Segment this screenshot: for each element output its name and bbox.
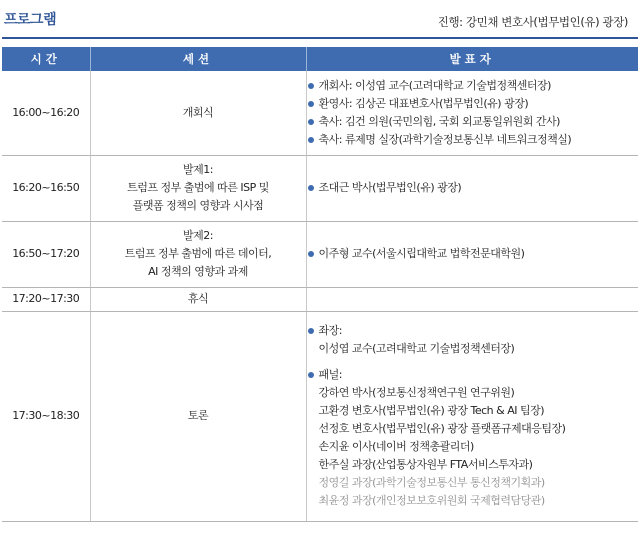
session-cell bbox=[90, 71, 306, 155]
speaker-item: 환영사: 김상곤 대표변호사(법무법인(유) 광장) bbox=[307, 95, 639, 113]
session-line: 트럼프 정부 출범에 따른 ISP 및 bbox=[127, 181, 269, 194]
time-cell: 16:50~17:20 bbox=[2, 221, 90, 287]
session-line: 발제2: bbox=[183, 229, 213, 242]
table-header-row bbox=[2, 47, 638, 71]
table-row bbox=[2, 155, 638, 221]
session-line: 휴식 bbox=[187, 292, 209, 305]
session-line: 플랫폼 정책의 영향과 시사점 bbox=[132, 199, 264, 212]
session-line: 발제1: bbox=[183, 163, 213, 176]
panelist: 한주실 과장(산업통상자원부 FTA서비스투자과) bbox=[318, 458, 533, 471]
time-cell: 16:20~16:50 bbox=[2, 155, 90, 221]
panel-group bbox=[307, 366, 639, 510]
schedule-table bbox=[2, 47, 638, 522]
column-header-time: 시간 bbox=[2, 47, 90, 71]
speaker-item: 축사: 류제명 실장(과학기술정보통신부 네트워크정책실) bbox=[307, 131, 639, 149]
session-line: 개회식 bbox=[182, 105, 214, 119]
session-cell bbox=[90, 155, 306, 221]
table-row bbox=[2, 287, 638, 311]
session-line: AI 정책의 영향과 과제 bbox=[148, 265, 248, 278]
panelist: 정영길 과장(과학기술정보통신부 통신정책기획과) bbox=[318, 476, 545, 489]
page-title: 프로그램 bbox=[4, 12, 57, 28]
host-info: 진행: 강민채 변호사(법무법인(유) 광장) bbox=[437, 15, 628, 29]
session-cell bbox=[90, 221, 306, 287]
chair-name: 이성엽 교수(고려대학교 기술법정책센터장) bbox=[318, 342, 515, 355]
panelist: 선정호 변호사(법무법인(유) 광장 플랫폼규제대응팀장) bbox=[318, 422, 566, 435]
time-cell: 17:20~17:30 bbox=[2, 287, 90, 311]
panelist: 최윤정 과장(개인정보보호위원회 국제협력담당관) bbox=[318, 494, 545, 507]
speaker-item: 축사: 김건 의원(국민의힘, 국회 외교통일위원회 간사) bbox=[307, 113, 639, 131]
chair-group bbox=[307, 322, 639, 358]
speakers-cell bbox=[306, 311, 638, 521]
session-cell bbox=[90, 311, 306, 521]
speakers-cell bbox=[306, 221, 638, 287]
panelist: 강하연 박사(정보통신정책연구원 연구위원) bbox=[318, 386, 515, 399]
speakers-cell bbox=[306, 287, 638, 311]
speakers-cell bbox=[306, 155, 638, 221]
discussion-list bbox=[307, 322, 639, 510]
column-header-speakers: 발표자 bbox=[306, 47, 638, 71]
table-row bbox=[2, 71, 638, 155]
speaker-list bbox=[307, 179, 639, 197]
time-cell: 16:00~16:20 bbox=[2, 71, 90, 155]
session-line: 트럼프 정부 출범에 따른 데이터, bbox=[124, 247, 272, 260]
panelist: 고환경 변호사(법무법인(유) 광장 Tech & AI 팀장) bbox=[318, 404, 545, 417]
table-row bbox=[2, 311, 638, 521]
panel-label: 패널: bbox=[318, 368, 342, 381]
speaker-list bbox=[307, 245, 639, 263]
panelist: 손지윤 이사(네이버 정책총괄리더) bbox=[318, 440, 474, 453]
speaker-item: 개회사: 이성엽 교수(고려대학교 기술법정책센터장) bbox=[307, 77, 639, 95]
table-row bbox=[2, 221, 638, 287]
speaker-list bbox=[307, 77, 639, 149]
time-cell: 17:30~18:30 bbox=[2, 311, 90, 521]
speaker-item: 이주형 교수(서울시립대학교 법학전문대학원) bbox=[307, 245, 639, 263]
chair-label: 좌장: bbox=[318, 324, 342, 337]
title-divider bbox=[2, 37, 638, 39]
session-line: 토론 bbox=[187, 409, 209, 422]
session-cell bbox=[90, 287, 306, 311]
speaker-item: 조대근 박사(법무법인(유) 광장) bbox=[307, 179, 639, 197]
speakers-cell bbox=[306, 71, 638, 155]
column-header-session: 세션 bbox=[90, 47, 306, 71]
